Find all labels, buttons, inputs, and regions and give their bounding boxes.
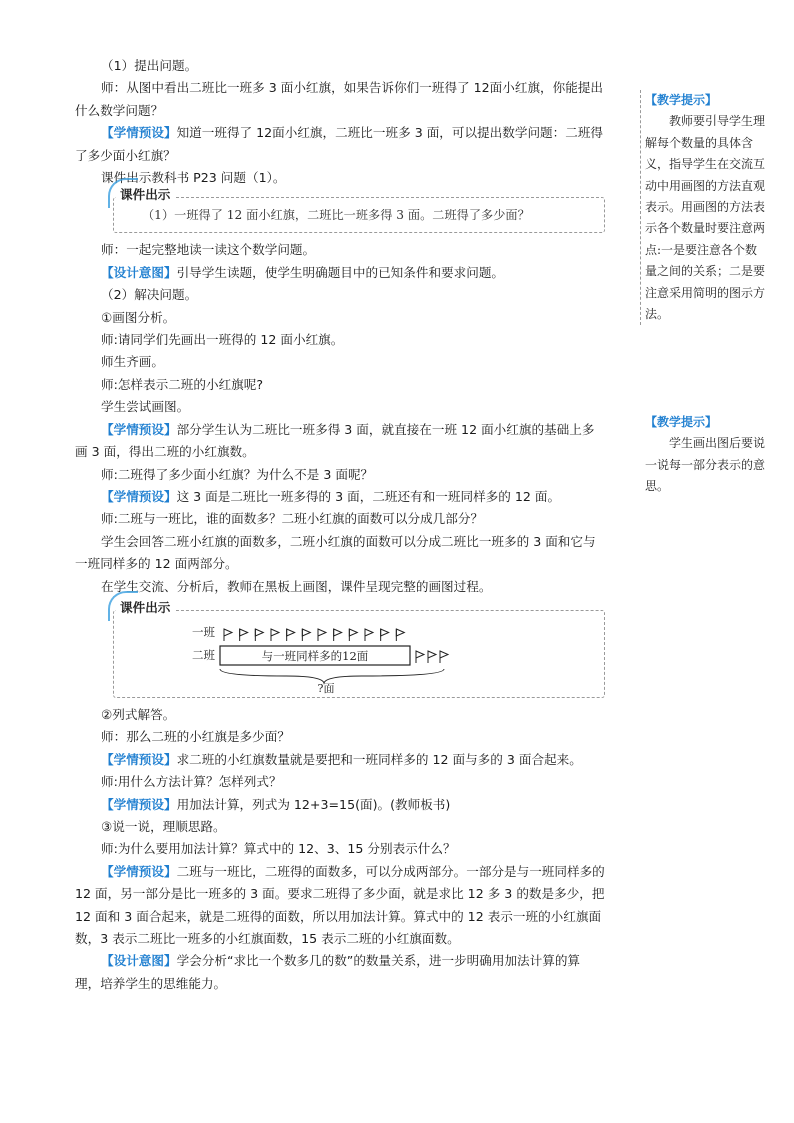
preset-tag: 【学情预设】 (101, 125, 177, 141)
sub-step: ①画图分析。 (101, 309, 176, 325)
flag-icon (365, 629, 373, 641)
teacher-line: 师:二班与一班比，谁的面数多？二班小红旗的面数可以分成几部分？ (101, 511, 484, 527)
teacher-line: 师:怎样表示二班的小红旗呢? (101, 376, 264, 392)
row-label-class2: 二班 (192, 647, 215, 662)
courseware-box-2 (113, 599, 605, 698)
preset-paragraph: 【学情预设】知道一班得了 12面小红旗，二班比一班多 3 面，可以提出数学问题：二班得了多少面小红旗？ (75, 125, 604, 163)
class2-extra-flags (416, 651, 448, 663)
preset-paragraph: 【学情预设】二班与一班比，二班得的面数多，可以分成两部分。一部分是与一班同样多的 12 面，另一部分是比一班多的 3 面。要求二班得了多少面，就是求比 12 多 3 的数是多少，把 12 面和 3 面合起来，就是二班得的面数，所以用加法计算。算式中的 12 表示一班的小红旗面数，3 表示二班比一班多的小红旗面数，15 表示二班的小红旗面数。 (75, 863, 605, 946)
flag-icon (440, 651, 448, 663)
teacher-line: 师:二班得了多少面小红旗？为什么不是 3 面呢？ (101, 466, 374, 482)
tip-text: 学生画出图后要说一说每一部分表示的意思。 (645, 436, 766, 494)
courseware-note: 课件出示教科书 P23 问题（1）。 (101, 170, 286, 186)
teaching-tip-2 (645, 412, 765, 498)
flag-icon (271, 629, 279, 641)
step-heading: （2）解决问题。 (101, 287, 198, 303)
flag-icon (428, 651, 436, 663)
sub-step: ③说一说，理顺思路。 (101, 818, 226, 834)
flag-icon (396, 629, 404, 641)
flag-icon (318, 629, 326, 641)
box-label: 与一班同样多的12面 (261, 648, 369, 663)
flag-icon (287, 629, 295, 641)
courseware-box-1 (113, 187, 605, 233)
design-tag: 【设计意图】 (101, 953, 177, 969)
flag-diagram (114, 611, 564, 695)
flag-icon (334, 629, 342, 641)
preset-paragraph: 【学情预设】用加法计算，列式为 12+3=15(面)。(教师板书) (101, 796, 451, 812)
teaching-tip-1 (640, 90, 767, 325)
design-paragraph: 【设计意图】学会分析“求比一个数多几的数”的数量关系，进一步明确用加法计算的算理，培养学生的思维能力。 (75, 953, 581, 991)
class1-flags (224, 629, 404, 641)
preset-tag: 【学情预设】 (101, 796, 177, 812)
flag-icon (381, 629, 389, 641)
teacher-line: 师：那么二班的小红旗是多少面？ (101, 729, 290, 745)
tip-title: 【教学提示】 (645, 93, 718, 107)
preset-paragraph: 【学情预设】这 3 面是二班比一班多得的 3 面，二班还有和一班同样多的 12 面。 (101, 488, 561, 504)
total-brace (220, 669, 444, 683)
preset-tag: 【学情预设】 (101, 751, 177, 767)
teacher-line: 师:请同学们先画出一班得的 12 面小红旗。 (101, 332, 344, 348)
activity-line: 在学生交流、分析后，教师在黑板上画图，课件呈现完整的画图过程。 (101, 578, 492, 594)
tip-title: 【教学提示】 (645, 415, 718, 429)
courseware-title: 课件出示 (116, 599, 176, 617)
preset-tag: 【学情预设】 (101, 488, 177, 504)
activity-line: 师生齐画。 (101, 354, 164, 370)
preset-tag: 【学情预设】 (101, 421, 177, 437)
tip-text: 教师要引导学生理解每个数量的具体含义，指导学生在交流互动中用画图的方法直观表示。用画图的方法表示各个数量时要注意两点:一是要注意各个数量之间的关系；二是要注意采用简明的图示方法。 (645, 114, 766, 322)
design-paragraph: 【设计意图】引导学生读题，使学生明确题目中的已知条件和要求问题。 (101, 264, 504, 280)
courseware-problem: （1）一班得了 12 面小红旗，二班比一班多得 3 面。二班得了多少面？ (142, 208, 530, 223)
design-tag: 【设计意图】 (101, 264, 177, 280)
teacher-line: 师:用什么方法计算？怎样列式？ (101, 774, 282, 790)
activity-line: 学生尝试画图。 (101, 399, 190, 415)
courseware-title: 课件出示 (116, 186, 176, 204)
sub-step: ②列式解答。 (101, 706, 176, 722)
flag-icon (302, 629, 310, 641)
flag-icon (255, 629, 263, 641)
student-answer: 学生会回答二班小红旗的面数多，二班小红旗的面数可以分成二班比一班多的 3 面和它与一班同样多的 12 面两部分。 (75, 533, 596, 572)
row-label-class1: 一班 (192, 624, 215, 639)
flag-icon (349, 629, 357, 641)
question-label: ?面 (317, 681, 335, 695)
teacher-line: 师：一起完整地读一读这个数学问题。 (101, 242, 316, 258)
preset-paragraph: 【学情预设】求二班的小红旗数量就是要把和一班同样多的 12 面与多的 3 面合起来。 (101, 751, 582, 767)
teacher-line: 师:为什么要用加法计算？算式中的 12、3、15 分别表示什么？ (101, 841, 456, 857)
main-column (75, 55, 605, 995)
teacher-line: 师：从图中看出二班比一班多 3 面小红旗，如果告诉你们一班得了 12面小红旗，你能提出什么数学问题？ (75, 80, 604, 118)
flag-icon (224, 629, 232, 641)
preset-paragraph: 【学情预设】部分学生认为二班比一班多得 3 面，就直接在一班 12 面小红旗的基础上多画 3 面，得出二班的小红旗数。 (75, 421, 595, 460)
flag-icon (240, 629, 248, 641)
flag-icon (416, 651, 424, 663)
preset-tag: 【学情预设】 (101, 863, 177, 879)
step-heading: （1）提出问题。 (101, 58, 198, 73)
